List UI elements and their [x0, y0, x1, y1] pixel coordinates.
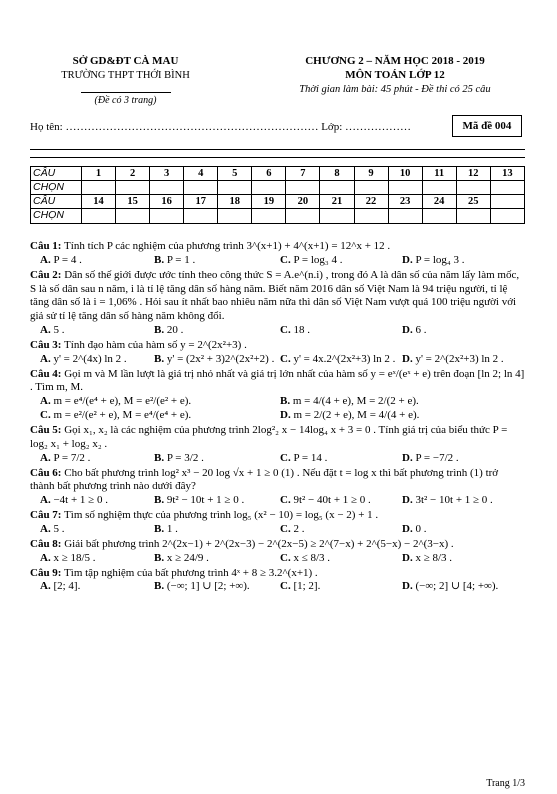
question-number-label: Câu 7:: [30, 509, 62, 521]
options-row: [30, 523, 525, 537]
option-text: x ≥ 24/9 .: [166, 551, 209, 564]
question-number: 15: [116, 195, 150, 209]
class-dots: ………………: [345, 121, 412, 133]
option-text: P = log₃ 4 .: [293, 253, 343, 266]
question-number-row: [31, 195, 525, 209]
answer-option[interactable]: [40, 324, 64, 338]
option-text: 18 .: [293, 323, 310, 336]
question-number: 24: [422, 195, 456, 209]
question-number: 11: [422, 167, 456, 181]
question-number-label: Câu 1:: [30, 240, 62, 252]
question-number: 10: [388, 167, 422, 181]
question-number: 8: [320, 167, 354, 181]
question-text: [30, 538, 525, 552]
option-letter: A.: [40, 352, 51, 365]
question-number-label: Câu 8:: [30, 537, 62, 550]
answer-cell[interactable]: [286, 181, 320, 195]
question-stem: Tính tích P các nghiệm của phương trình 3^(x+1) + 4^(x+1) = 12^x + 12 .: [64, 240, 391, 252]
answer-option[interactable]: [154, 452, 204, 466]
question-block: [30, 339, 525, 367]
question-text: [30, 467, 525, 495]
question-stem: Tìm tập nghiệm của bất phương trình 4ˣ + 8 ≥ 3.2^(x+1) .: [64, 566, 318, 579]
answer-option[interactable]: [40, 452, 90, 466]
option-text: m = 4/(4 + e), M = 2/(2 + e).: [292, 395, 419, 407]
question-text: [30, 567, 525, 581]
option-letter: D.: [402, 580, 413, 593]
school-name: TRƯỜNG THPT THỚI BÌNH: [61, 69, 190, 81]
options-row: [30, 395, 525, 409]
question-number: 25: [456, 195, 490, 209]
time-note: Thời gian làm bài: 45 phút - Đề thi có 25 câu: [299, 83, 491, 95]
question-stem: Giải bất phương trình 2^(2x−1) + 2^(2x−3) − 2^(2x−5) ≥ 2^(7−x) + 2^(5−x) − 2^(3−x) .: [64, 537, 454, 550]
question-number: 7: [286, 167, 320, 181]
answer-cell[interactable]: [184, 209, 218, 223]
option-letter: B.: [154, 253, 165, 266]
answer-option[interactable]: [402, 523, 426, 537]
option-letter: D.: [402, 494, 413, 506]
option-letter: B.: [154, 323, 165, 336]
option-letter: D.: [402, 551, 413, 564]
separator-line: [30, 157, 525, 158]
answer-option[interactable]: [402, 552, 452, 566]
answer-option[interactable]: [280, 324, 310, 338]
option-text: m = e⁴/(e⁴ + e), M = e²/(e² + e).: [53, 395, 192, 407]
choose-label: CHỌN: [31, 181, 82, 195]
answer-option[interactable]: [154, 324, 183, 338]
answer-option[interactable]: [280, 580, 320, 594]
separator-line: [30, 149, 525, 150]
answer-cell[interactable]: [252, 209, 286, 223]
exam-code: Mã đề 004: [452, 115, 522, 137]
option-letter: B.: [154, 551, 165, 564]
question-number-label: Câu 5:: [30, 424, 62, 436]
question-number: 23: [388, 195, 422, 209]
question-number: [490, 195, 524, 209]
question-block: [30, 368, 525, 424]
option-text: y' = 4x.2^(2x²+3) ln 2 .: [293, 352, 396, 365]
option-text: x ≤ 8/3 .: [293, 551, 331, 564]
name-label: Họ tên:: [30, 121, 63, 133]
class-label: Lớp:: [321, 121, 343, 133]
option-letter: B.: [154, 451, 165, 464]
answer-option[interactable]: [280, 409, 419, 423]
choose-row: [31, 181, 525, 195]
question-text: [30, 240, 525, 254]
question-number: 2: [116, 167, 150, 181]
answer-option[interactable]: [154, 254, 195, 268]
answer-option[interactable]: [40, 523, 64, 537]
option-text: 20 .: [166, 323, 184, 336]
questions-list: [30, 240, 525, 595]
answer-cell[interactable]: [286, 209, 320, 223]
answer-option[interactable]: [280, 353, 395, 367]
answer-option[interactable]: [280, 452, 327, 466]
question-number: 17: [184, 195, 218, 209]
question-text: [30, 424, 525, 452]
answer-cell[interactable]: [354, 209, 388, 223]
question-block: [30, 269, 525, 338]
option-letter: B.: [154, 580, 165, 593]
option-letter: B.: [154, 494, 165, 506]
answer-cell[interactable]: [82, 209, 116, 223]
header-left: [48, 55, 203, 107]
option-text: P = 14 .: [293, 451, 328, 464]
question-text: [30, 509, 525, 523]
answer-cell[interactable]: [150, 209, 184, 223]
option-text: m = e²/(e² + e), M = e⁴/(e⁴ + e).: [53, 409, 192, 421]
answer-option[interactable]: [40, 552, 96, 566]
option-text: (−∞; 2] ∪ [4; +∞).: [415, 580, 499, 593]
option-letter: C.: [280, 352, 291, 365]
question-text: [30, 368, 525, 396]
answer-option[interactable]: [280, 552, 330, 566]
question-text: [30, 339, 525, 353]
answer-option[interactable]: [402, 452, 459, 466]
pages-note: (Đề có 3 trang): [94, 94, 157, 106]
option-text: 3t² − 10t + 1 ≥ 0 .: [415, 494, 493, 506]
options-row: [30, 353, 525, 367]
options-row: [30, 254, 525, 268]
options-row: [30, 452, 525, 466]
answer-option[interactable]: [402, 324, 426, 338]
option-letter: A.: [40, 323, 51, 336]
option-letter: A.: [40, 451, 51, 464]
option-text: (−∞; 1] ∪ [2; +∞).: [166, 580, 250, 593]
question-number-row: [31, 167, 525, 181]
answer-cell[interactable]: [490, 209, 524, 223]
name-dots: ……………………………………………………………: [65, 121, 319, 133]
option-text: P = 7/2 .: [53, 451, 91, 464]
option-text: m = 2/(2 + e), M = 4/(4 + e).: [293, 409, 420, 421]
answer-cell[interactable]: [456, 181, 490, 195]
question-number: 18: [218, 195, 252, 209]
option-letter: D.: [402, 323, 413, 336]
question-block: [30, 424, 525, 466]
answer-cell[interactable]: [490, 181, 524, 195]
option-text: 6 .: [415, 323, 427, 336]
question-stem: Dân số thế giới được ước tính theo công thức S = A.e^(n.i) , trong đó A là dân số của năm lấy làm mốc, S là số dân sau n năm, i là tỉ lệ tăng dân số hàng năm. Biết năm 2016 dân số Việt Nam là 94 triệu người, tỉ lệ tăng dân số là i = 1,06% . Hỏi sau ít nhất bao nhiêu năm nữa thì dân số Việt Nam vượt quá 100 triệu người với giả sử tỉ lệ tăng dân số hàng năm không đổi.: [30, 268, 520, 322]
question-number: 1: [82, 167, 116, 181]
option-letter: B.: [154, 352, 165, 365]
question-number: 21: [320, 195, 354, 209]
option-text: −4t + 1 ≥ 0 .: [53, 494, 108, 506]
answer-option[interactable]: [154, 580, 250, 594]
answer-table: [30, 166, 525, 224]
answer-option[interactable]: [280, 254, 343, 268]
answer-option[interactable]: [40, 353, 127, 367]
answer-cell[interactable]: [354, 181, 388, 195]
option-text: P = log₄ 3 .: [415, 253, 465, 266]
option-text: P = 3/2 .: [166, 451, 204, 464]
cau-label: CÂU: [31, 195, 82, 209]
question-number: 5: [218, 167, 252, 181]
subject-title: MÔN TOÁN LỚP 12: [345, 68, 445, 81]
option-text: P = −7/2 .: [415, 451, 459, 464]
option-letter: C.: [280, 551, 291, 564]
answer-option[interactable]: [40, 580, 80, 594]
answer-option[interactable]: [40, 395, 191, 409]
answer-cell[interactable]: [184, 181, 218, 195]
option-letter: C.: [280, 580, 291, 593]
options-row: [30, 494, 525, 508]
option-text: 5 .: [53, 323, 65, 336]
answer-option[interactable]: [40, 254, 82, 268]
option-letter: D.: [402, 451, 413, 464]
answer-option[interactable]: [280, 494, 371, 508]
cau-label: CÂU: [31, 167, 82, 181]
option-text: 5 .: [53, 522, 65, 535]
answer-cell[interactable]: [218, 209, 252, 223]
answer-cell[interactable]: [82, 181, 116, 195]
question-number-label: Câu 6:: [30, 466, 62, 479]
option-text: 9t² − 40t + 1 ≥ 0 .: [293, 494, 371, 506]
page-number: Trang 1/3: [486, 778, 525, 789]
option-letter: C.: [280, 253, 291, 266]
option-text: x ≥ 8/3 .: [415, 551, 453, 564]
choose-label: CHỌN: [31, 209, 82, 223]
answer-option[interactable]: [280, 523, 304, 537]
question-number: 20: [286, 195, 320, 209]
question-stem: Gọi m và M lần lượt là giá trị nhỏ nhất và giá trị lớn nhất của hàm số y = eˣ/(eˣ + e) trên đoạn [ln 2; ln 4] . Tìm m, M.: [30, 367, 525, 394]
option-text: 1 .: [166, 522, 178, 535]
answer-cell[interactable]: [116, 209, 150, 223]
option-letter: B.: [154, 522, 165, 535]
answer-cell[interactable]: [422, 209, 456, 223]
answer-cell[interactable]: [252, 181, 286, 195]
question-number: 16: [150, 195, 184, 209]
option-letter: D.: [402, 253, 413, 266]
answer-cell[interactable]: [388, 209, 422, 223]
answer-option[interactable]: [154, 523, 178, 537]
answer-option[interactable]: [280, 395, 419, 409]
question-number-label: Câu 3:: [30, 338, 62, 351]
question-number: 6: [252, 167, 286, 181]
option-letter: A.: [40, 522, 51, 535]
question-number: 14: [82, 195, 116, 209]
answer-cell[interactable]: [388, 181, 422, 195]
option-text: P = 1 .: [166, 253, 196, 266]
header-right: [270, 55, 520, 96]
dept-name: SỞ GD&ĐT CÀ MAU: [72, 55, 179, 67]
chapter-title: CHƯƠNG 2 – NĂM HỌC 2018 - 2019: [305, 55, 485, 67]
option-letter: C.: [40, 409, 51, 421]
answer-option[interactable]: [154, 353, 274, 367]
answer-cell[interactable]: [218, 181, 252, 195]
option-text: P = 4 .: [53, 253, 82, 266]
answer-cell[interactable]: [320, 181, 354, 195]
option-text: [1; 2].: [293, 580, 321, 593]
option-letter: D.: [280, 409, 291, 421]
answer-cell[interactable]: [456, 209, 490, 223]
answer-option[interactable]: [402, 353, 504, 367]
option-text: 0 .: [415, 522, 427, 535]
question-stem: Tính đạo hàm của hàm số y = 2^(2x²+3) .: [64, 338, 247, 351]
option-letter: A.: [40, 494, 51, 506]
answer-option[interactable]: [154, 552, 209, 566]
options-row: [30, 409, 525, 423]
question-number: 19: [252, 195, 286, 209]
question-text: [30, 269, 525, 324]
option-text: x ≥ 18/5 .: [53, 551, 96, 564]
student-info: [30, 121, 411, 135]
option-letter: D.: [402, 522, 413, 535]
answer-option[interactable]: [40, 409, 191, 423]
question-block: [30, 240, 525, 268]
answer-option[interactable]: [154, 494, 244, 508]
answer-cell[interactable]: [320, 209, 354, 223]
question-number: 3: [150, 167, 184, 181]
option-letter: A.: [40, 580, 51, 593]
question-number-label: Câu 4:: [30, 367, 62, 380]
answer-option[interactable]: [402, 254, 465, 268]
answer-cell[interactable]: [422, 181, 456, 195]
question-stem: Tìm số nghiệm thực của phương trình log₅ (x² − 10) = log₅ (x − 2) + 1 .: [64, 509, 379, 521]
option-text: y' = (2x² + 3)2^(2x²+2) .: [166, 352, 275, 365]
answer-cell[interactable]: [150, 181, 184, 195]
question-number-label: Câu 9:: [30, 566, 62, 579]
answer-cell[interactable]: [116, 181, 150, 195]
option-letter: C.: [280, 451, 291, 464]
choose-row: [31, 209, 525, 223]
option-text: 2 .: [293, 522, 305, 535]
question-number: 22: [354, 195, 388, 209]
option-letter: B.: [280, 395, 291, 407]
options-row: [30, 324, 525, 338]
question-block: [30, 467, 525, 509]
question-stem: Cho bất phương trình log² x³ − 20 log √x + 1 ≥ 0 (1) . Nếu đặt t = log x thì bất phương trình (1) trở thành bất phương trình nào dưới đây?: [30, 466, 499, 493]
option-letter: D.: [402, 352, 413, 365]
option-letter: C.: [280, 323, 291, 336]
answer-option[interactable]: [40, 494, 108, 508]
answer-option[interactable]: [402, 580, 498, 594]
option-letter: C.: [280, 522, 291, 535]
question-block: [30, 567, 525, 595]
question-number: 13: [490, 167, 524, 181]
option-text: y' = 2^(2x²+3) ln 2 .: [415, 352, 504, 365]
question-number: 9: [354, 167, 388, 181]
option-text: y' = 2^(4x) ln 2 .: [53, 352, 127, 365]
question-number: 4: [184, 167, 218, 181]
option-letter: A.: [40, 253, 51, 266]
option-text: 9t² − 10t + 1 ≥ 0 .: [166, 494, 245, 506]
option-letter: C.: [280, 494, 291, 506]
question-number: 12: [456, 167, 490, 181]
options-row: [30, 580, 525, 594]
answer-option[interactable]: [402, 494, 493, 508]
divider: [81, 92, 171, 93]
question-block: [30, 509, 525, 537]
option-text: [2; 4].: [53, 580, 81, 593]
option-letter: A.: [40, 551, 51, 564]
options-row: [30, 552, 525, 566]
question-block: [30, 538, 525, 566]
option-letter: A.: [40, 395, 51, 407]
question-number-label: Câu 2:: [30, 268, 62, 281]
question-stem: Gọi x₁, x₂ là các nghiệm của phương trình 2log²₂ x − 14log₄ x + 3 = 0 . Tính giá trị của biểu thức P = log₂ x₁ + log₂ x₂ .: [30, 424, 508, 450]
